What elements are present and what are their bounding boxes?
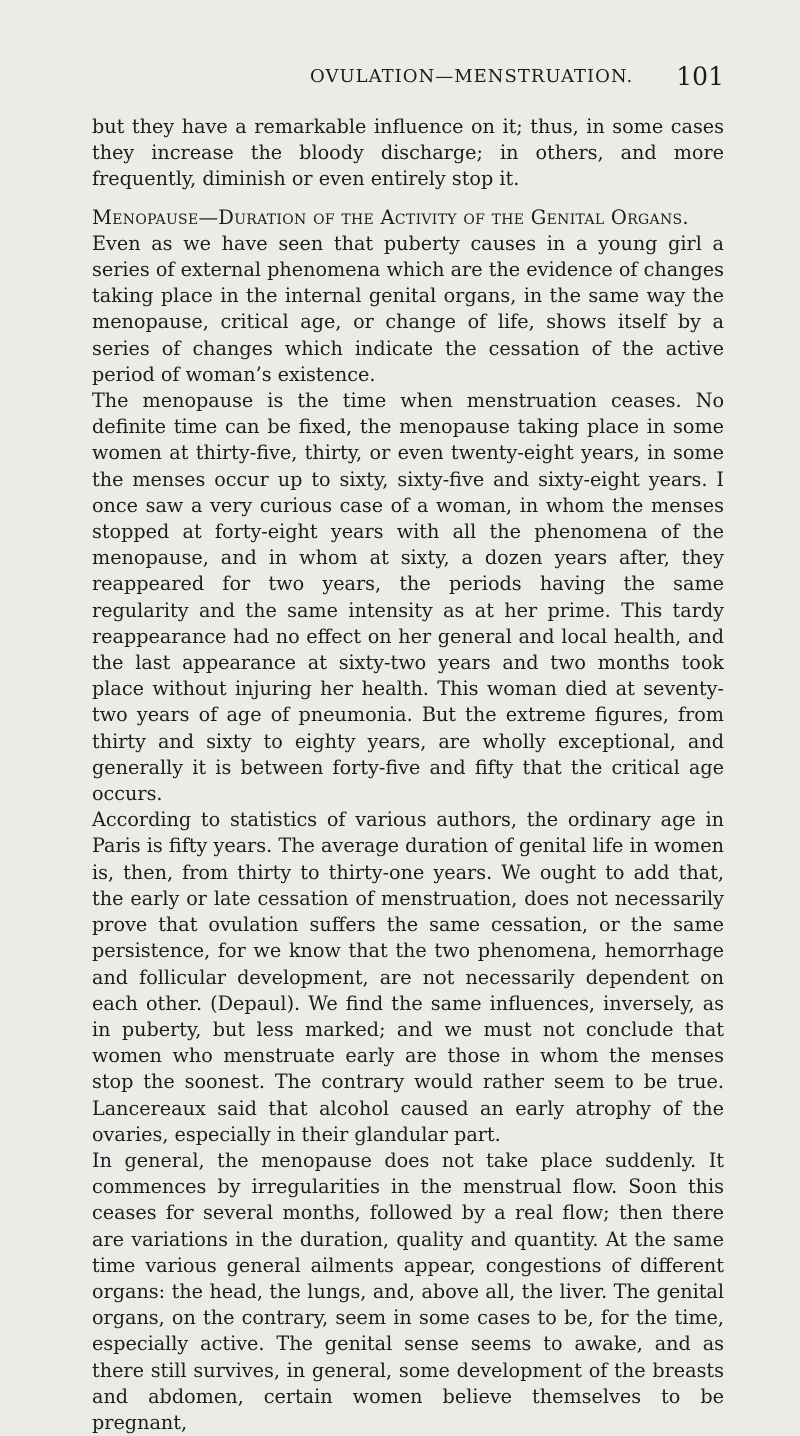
- running-head: [92, 62, 724, 94]
- paragraph: The menopause is the time when menstruation ceases. No definite time can be fixed, the menopause taking place in some women at thirty-five, thirty, or even twenty-eight years, in some the menses occur up to sixty, sixty-five and sixty-eight years. I once saw a very curious case of a woman, in whom the menses stopped at forty-eight years with all the phenomena of the menopause, and in whom at sixty, a dozen years after, they reappeared for two years, the periods having the same regularity and the same intensity as at her prime. This tardy reappearance had no effect on her general and local health, and the last appearance at sixty-two years and two months took place without injuring her health. This woman died at seventy-two years of age of pneumonia. But the extreme figures, from thirty and sixty to eighty years, are wholly exceptional, and generally it is between forty-five and fifty that the critical age occurs.: [92, 389, 724, 806]
- paragraph: In general, the menopause does not take place suddenly. It commences by irregularities in the menstrual flow. Soon this ceases for several months, followed by a real flow; then there are variations in the duration, quality and quantity. At the same time various general ailments appear, congestions of different organs: the head, the lungs, and, above all, the liver. The genital organs, on the contrary, seem in some cases to be, for the time, especially active. The genital sense seems to awake, and as there still survives, in general, some development of the breasts and abdomen, certain women believe themselves to be pregnant,: [92, 1148, 724, 1434]
- paragraph: Even as we have seen that puberty causes in a young girl a series of external phenomena which are the evidence of changes taking place in the internal genital organs, in the same way the menopause, critical age, or change of life, shows itself by a series of changes which indicate the cessation of the active period of woman’s existence.: [92, 231, 724, 386]
- paragraph-continued: but they have a remarkable influence on it; thus, in some cases they increase the bloody discharge; in others, and more frequently, diminish or even entirely stop it.: [92, 115, 724, 191]
- section-heading: Menopause—Duration of the Activity of the Genital Organs.: [92, 205, 689, 229]
- paragraph: According to statistics of various authors, the ordinary age in Paris is fifty years. The average duration of genital life in women is, then, from thirty to thirty-one years. We ought to add that, the early or late cessation of menstruation, does not necessarily prove that ovulation suffers the same cessation, or the same persistence, for we know that the two phenomena, hemorrhage and follicular development, are not necessarily dependent on each other. (Depaul). We find the same influences, inversely, as in puberty, but less marked; and we must not conclude that women who menstruate early are those in whom the menses stop the soonest. The contrary would rather seem to be true. Lancereaux said that alcohol caused an early atrophy of the ovaries, especially in their glandular part.: [92, 808, 724, 1146]
- running-title: OVULATION—MENSTRUATION.: [310, 66, 634, 87]
- page-number: 101: [676, 62, 724, 91]
- body-text: [92, 114, 724, 1436]
